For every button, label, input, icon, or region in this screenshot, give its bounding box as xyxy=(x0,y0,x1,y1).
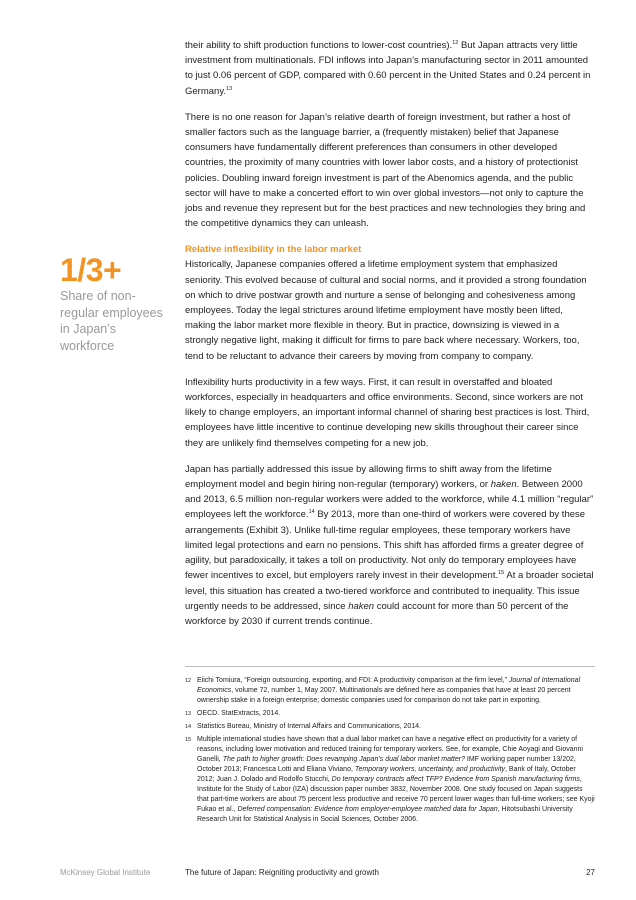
footnote-15 xyxy=(185,735,595,825)
haken-term: haken xyxy=(348,600,375,612)
paragraph-text: . Between 2000 and 2013, 6.5 million non-regular workers were added to the workforce, while 4.1 million “regular” employees left the workforce. xyxy=(185,479,594,521)
footnote-14 xyxy=(185,722,595,732)
footer-organization: McKinsey Global Institute xyxy=(60,868,151,877)
footnote-number: 12 xyxy=(185,678,192,684)
paragraph-lifetime-employment: Historically, Japanese companies offered a lifetime employment system that emphasized seniority. This evolved because of cultural and social norms, and it provided a strong foundation on which to drive postwar growth and nurture a sense of belonging and cohesiveness among employees. Today the legal strictures around lifetime employment have mostly been lifted, making the labor market more flexible in theory. But in practice, downsizing is viewed in a strongly negative light, making it difficult for firms to pare back where necessary. Workers, too, tend to be reluctant to advance their careers by moving from company to company. xyxy=(185,259,587,362)
paragraph-text: But Japan attracts very little investment from multinationals. FDI inflows into Japan’s manufacturing sector in 2011 amounted to just 0.06 percent of GDP, compared with 0.60 percent in the United States and 0.24 percent in Germany. xyxy=(185,40,591,97)
footnote-number: 14 xyxy=(185,724,192,730)
page-footer xyxy=(0,867,636,879)
footnote-segment: Multiple international studies have shown that a dual labor market can have a negative effect on productivity for a variety of reasons, including lower motivation and reduced training for temporary workers. See, for example, Chie Aoyagi and Giovanni Ganelli, xyxy=(197,736,583,763)
stat-caption: Share of non-regular employees in Japan’s workforce xyxy=(60,289,163,353)
footnote-number: 13 xyxy=(185,711,192,717)
footnote-number: 15 xyxy=(185,737,192,743)
footnote-ref-14[interactable]: 14 xyxy=(308,509,315,516)
stat-value: 1/3+ xyxy=(60,252,122,288)
haken-term: haken xyxy=(490,479,517,491)
section-heading: Relative inflexibility in the labor market xyxy=(185,244,362,256)
sidebar-callout xyxy=(60,252,172,354)
footer-report-title: The future of Japan: Reigniting productivity and growth xyxy=(185,868,379,877)
paragraph-text: By 2013, more than one-third of workers were covered by these arrangements (Exhibit 3). Unlike full-time regular employees, these temporary workers have limited legal protections and earn no pensions. This shift has afforded firms a greater degree of agility, but paradoxically, it takes a toll on productivity. Not only do temporary employees have fewer incentives to excel, but employers rarely invest in their development. xyxy=(185,509,586,582)
paragraph-text: At a broader societal level, this situation has created a two-tiered workforce and contributed to inequality. This issue urgently needs to be addressed, since xyxy=(185,570,594,612)
paragraph-text: could account for more than 50 percent of the workforce by 2030 if current trends continue. xyxy=(185,600,569,627)
footnote-12 xyxy=(185,676,595,706)
footnote-text xyxy=(197,735,595,825)
publication-title: Deferred compensation: Evidence from employer-employee matched data for Japan xyxy=(237,806,498,813)
footnote-ref-12[interactable]: 12 xyxy=(452,40,459,46)
footnote-segment: Eiichi Tomiura, “Foreign outsourcing, exporting, and FDI: A productivity comparison at the firm level,” xyxy=(197,677,509,684)
footnote-segment: , Bank of Italy, October 2012; Juan J. Dolado and Rodolfo Stucchi, xyxy=(197,766,576,783)
footnote-13 xyxy=(185,709,595,719)
page-number: 27 xyxy=(586,868,595,877)
footnote-text: OECD. StatExtracts, 2014. xyxy=(197,710,281,717)
paragraph-text: their ability to shift production functions to lower-cost countries). xyxy=(185,40,453,51)
paragraph-fdi-inflows xyxy=(185,38,595,99)
footnote-segment: , volume 72, number 1, May 2007. Multinationals are defined here as companies that have at least 20 percent ownership stake in a foreign enterprise; domestic companies used for comparison do not take part in exporting. xyxy=(197,687,571,704)
footnote-segment: IMF working paper number 13/202, October 2013; Francesca Lotti and Eliana Viviano, xyxy=(197,756,576,773)
publication-title: Journal of International Economics xyxy=(197,677,581,694)
footnote-text xyxy=(197,676,595,706)
publication-title: Temporary workers, uncertainty, and productivity xyxy=(354,766,506,773)
footnote-ref-15[interactable]: 15 xyxy=(498,570,505,577)
paragraph-text: Japan has partially addressed this issue by allowing firms to shift away from the lifetime employment model and begin hiring non-regular (temporary) workers, or xyxy=(185,463,552,491)
footnote-ref-13[interactable]: 13 xyxy=(226,85,233,92)
publication-title: The path to higher growth: Does revamping Japan’s dual labor market matter? xyxy=(222,756,465,763)
footnote-segment: , Hitotsubashi University Research Unit for Statistical Analysis in Social Sciences, October 2006. xyxy=(197,806,573,823)
main-text-column xyxy=(185,38,595,640)
paragraph-haken xyxy=(185,462,595,629)
publication-title: Do temporary contracts affect TFP? Evidence from Spanish manufacturing firms xyxy=(331,776,580,783)
footnote-divider xyxy=(185,666,595,667)
paragraph-inflexibility: Inflexibility hurts productivity in a few ways. First, it can result in overstaffed and bloated workforces, especially in headquarters and office environments. Second, since workers are not likely to change employers, an important informal channel of sharing best practices is lost. Third, employees have little incentive to continue developing new skills throughout their career since they are unlikely find themselves competing for a new job. xyxy=(185,376,590,449)
paragraph-foreign-investment: There is no one reason for Japan’s relative dearth of foreign investment, but rather a host of smaller factors such as the language barrier, a (frequently mistaken) belief that Japanese consumers have fundamentally different preferences than consumers in other developed countries, the proximity of many countries with lower labor costs, and a history of protectionist policies. Doubling inward foreign investment is part of the Abenomics agenda, and the public sector will have to make a concerted effort to win over global investors—not only to capture the jobs and revenue they represent but for the best practices and new technologies they bring and the competitive dynamics they can unleash. xyxy=(185,111,586,230)
footnote-text: Statistics Bureau, Ministry of Internal Affairs and Communications, 2014. xyxy=(197,723,421,730)
footnotes xyxy=(185,676,595,828)
footnote-segment: , Institute for the Study of Labor (IZA) discussion paper number 3832, November 2008. One study focused on Japan suggests that part-time workers are about 75 percent less productive and receive 70 percent lower wages than full-time workers; see Kyoji Fukao et al., xyxy=(197,776,595,813)
